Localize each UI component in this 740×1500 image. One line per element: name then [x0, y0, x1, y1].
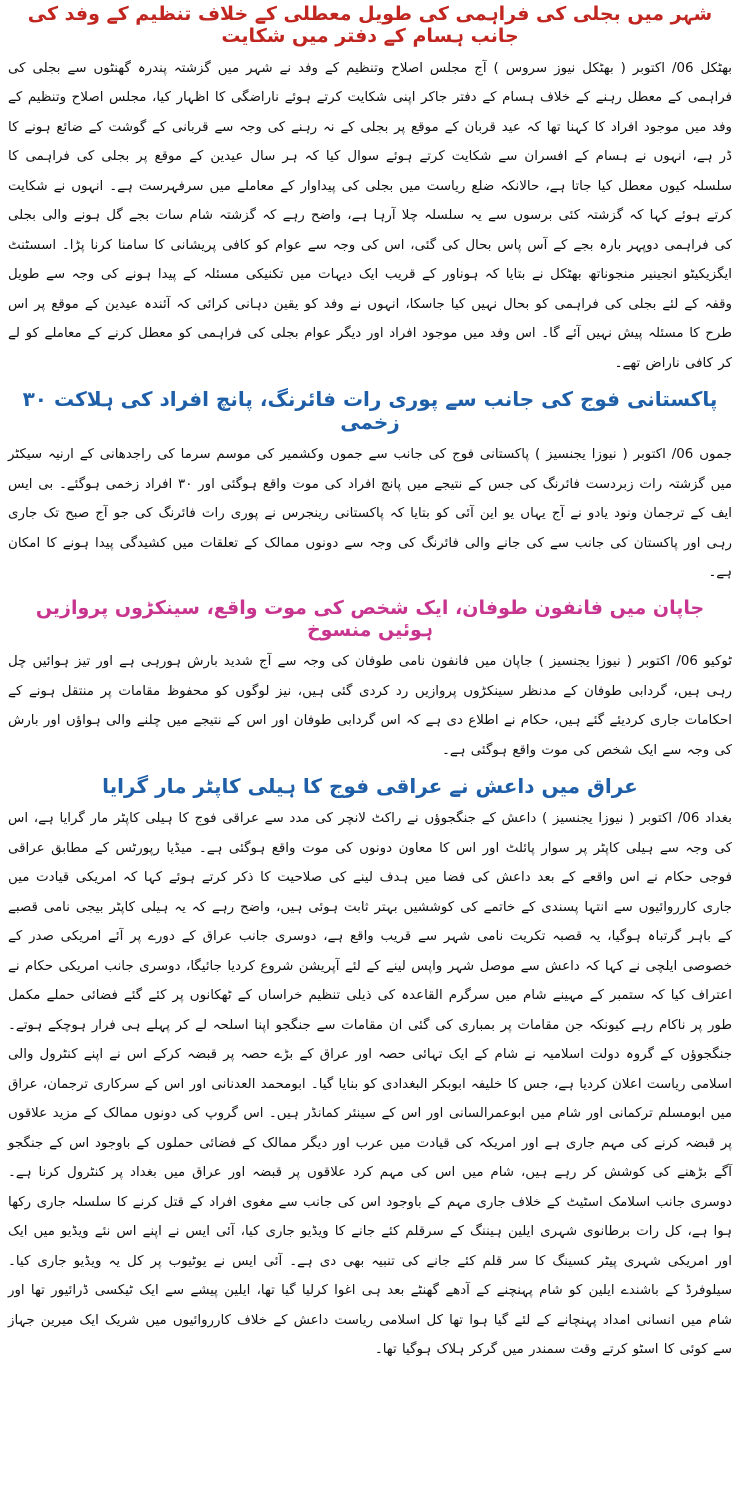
article-headline: شہر میں بجلی کی فراہمی کی طویل معطلی کے خلاف تنظیم کے وفد کی جانب ہسام کے دفتر میں شکایت [27, 3, 713, 47]
article-body: جموں 06/ اکتوبر ( نیوزا یجنسیز ) پاکستانی فوج کی جانب سے جموں وکشمیر کی موسم سرما کی راجدھانی کے ارنیہ سیکٹر میں گزشتہ رات زبردست فائرنگ کی جس کے نتیجے میں پانچ افراد کی موت واقع ہوگئی اور ۳۰ افراد زخمی ہوگئے۔ بی ایس ایف کے ترجمان ونود یادو نے آج یہاں یو این آئی کو بتایا کہ پاکستانی رینجرس نے پوری رات فائرنگ کی جو آج صبح تک جاری رہی اور پاکستان کی جانب سے کی جانے والی فائرنگ کی وجہ سے دونوں ممالک کے تعلقات میں کشیدگی پیدا ہونے کا امکان ہے۔ [8, 447, 732, 581]
article-headline: جاپان میں فانفون طوفان، ایک شخص کی موت واقع، سینکڑوں پروازیں ہوئیں منسوخ [35, 596, 705, 641]
article-pakistan-firing [8, 378, 732, 588]
article-body: بھٹکل 06/ اکتوبر ( بھٹکل نیوز سروس ) آج مجلس اصلاح وتنظیم کے وفد نے شہر میں گزشتہ پندرہ گھنٹوں سے بجلی کی فراہمی کے معطل رہنے کے خلاف ہسام کے دفتر جاکر اپنی شکایت کرتے ہوئے ناراضگی کا اظہار کیا، مجلس اصلاح وتنظیم کے وفد میں موجود افراد کا کہنا تھا کہ عید قربان کے موقع پر بجلی کے نہ رہنے کی وجہ سے قربانی کے گوشت کے ضائع ہونے کا ڈر ہے، انہوں نے ہسام کے افسران سے شکایت کرتے ہوئے سوال کیا کہ ہر سال عیدین کے موقع پر بجلی کی فراہمی کا سلسلہ کیوں معطل کیا جاتا ہے، حالانکہ ضلع ریاست میں بجلی کی پیداوار کے معاملے میں سرفہرست ہے۔ انہوں نے شکایت کرتے ہوئے کہا کہ گزشتہ کئی برسوں سے یہ سلسلہ چلا آرہا ہے، واضح رہے کہ گزشتہ شام سات بجے گل ہونے والی بجلی کی فراہمی دوپہر بارہ بجے کے آس پاس بحال کی گئی، اس کی وجہ سے عوام کو کافی پریشانی کا سامنا کرنا پڑا۔ اسسٹنٹ ایگزیکیٹو انجینیر منجوناتھ بھٹکل نے بتایا کہ ہوناور کے قریب ایک دیہات میں تکنیکی مسئلہ کے پیدا ہونے کی وجہ سے طویل وقفہ کے لئے بجلی کی فراہمی کو بحال نہیں کیا جاسکا، انہوں نے وفد کو یقین دہانی کرائی کہ آئندہ عیدین کے موقع پر اس طرح کا مسئلہ پیش نہیں آئے گا۔ اس وفد میں موجود افراد اور دیگر عوام بجلی کی فراہمی کو معطل کرنے کے معاملے کو لے کر کافی ناراض تھے۔ [8, 60, 733, 371]
article-electricity-outage [8, 2, 732, 378]
article-iraq-helicopter [8, 765, 732, 1365]
article-japan-typhoon [8, 588, 732, 766]
article-headline: عراق میں داعش نے عراقی فوج کا ہیلی کاپٹر مار گرایا [102, 774, 638, 799]
article-body: بغداد 06/ اکتوبر ( نیوزا یجنسیز ) داعش کے جنگجوؤں نے راکٹ لانچر کی مدد سے عراقی فوج کا ہیلی کاپٹر مار گرایا ہے، اس کی وجہ سے ہیلی کاپٹر پر سوار پائلٹ اور اس کا معاون دونوں کی موت واقع ہوگئی ہے۔ میڈیا رپورٹس کے مطابق عراقی فوجی حکام نے اس واقعے کے بعد داعش کی فضا میں ہدف لینے کی صلاحیت کا ذکر کرتے ہوئے کہا کہ امریکی قیادت میں جاری کارروائیوں سے انتہا پسندی کے خاتمے کی کوششیں بہتر ثابت ہوئی ہیں، واضح رہے کہ یہ ہیلی کاپٹر بیجی نامی قصبے کے باہر گرتباہ ہوگیا، یہ قصبہ تکریت نامی شہر سے قریب واقع ہے، دوسری جانب عراق کے دورے پر آئے امریکی صدر کے خصوصی ایلچی نے کہا کہ داعش سے موصل شہر واپس لینے کے لئے آپریشن شروع کردیا جائیگا، دوسری جانب امریکی حکام نے اعتراف کیا کہ ستمبر کے مہینے شام میں سرگرم القاعدہ کی ذیلی تنظیم خراساں کے ٹھکانوں پر کئے گئے فضائی حملے مکمل طور پر ناکام رہے کیونکہ جن مقامات پر بمباری کی گئی ان مقامات سے جنگجو اپنا اسلحہ لے کر پہلے ہی فرار ہوچکے ہوتے۔ جنگجوؤں کے گروہ دولت اسلامیہ نے شام کے ایک تہائی حصہ اور عراق کے بڑے حصہ پر قبضہ کرکے اس نے اپنے کنٹرول والی اسلامی ریاست اعلان کردیا ہے، جس کا خلیفہ ابوبکر البغدادی کو بنایا گیا۔ ابومحمد العدنانی اور اس کے سرکاری ترجمان، عراق میں ابومسلم ترکمانی اور شام میں ابوعمرالسانی اور اس کے سینئر کمانڈر ہیں۔ اس گروپ کی دونوں ممالک کے مزید علاقوں پر قبضہ کرنے کی مہم جاری ہے اور امریکہ کی قیادت میں عرب اور دیگر ممالک کے فضائی حملوں کے باوجود اس کے جنگجو آگے بڑھنے کی کوشش کر رہے ہیں، شام میں اس کی مہم کرد علاقوں پر قبضہ اور عراق میں بغداد پر کنٹرول کرنا ہے۔ دوسری جانب اسلامک اسٹیٹ کے خلاف جاری مہم کے باوجود اس کی جانب سے مغوی افراد کے قتل کرنے کا سلسلہ جاری رکھا ہوا ہے، کل رات برطانوی شہری ایلین ہیننگ کے سرقلم کئے جانے کا ویڈیو جاری کیا، آئی ایس نے اپنے اس نئے ویڈیو میں ایک اور امریکی شہری پیٹر کسینگ کا سر قلم کئے جانے کی تنبیہ بھی دی ہے۔ آئی ایس نے یوٹیوب پر کل یہ ویڈیو جاری کیا۔ سیلوفرڈ کے باشندے ایلین کو شام پہنچنے کے آدھے گھنٹے بعد ہی اغوا کرلیا گیا تھا، ایلین پیشے سے ایک ٹیکسی ڈرائیور تھا اور شام میں انسانی امداد پہنچانے کے لئے گیا ہوا تھا کل اسلامی ریاست داعش کے خلاف کارروائیوں میں شریک ایک میرین جہاز سے کوئی کا اسٹو کرتے وقت سمندر میں گرکر ہلاک ہوگیا تھا۔ [8, 811, 732, 1358]
article-headline: پاکستانی فوج کی جانب سے پوری رات فائرنگ، پانچ افراد کی ہلاکت ۳۰ زخمی [22, 387, 718, 435]
article-body: ٹوکیو 06/ اکتوبر ( نیوزا یجنسیز ) جاپان میں فانفون نامی طوفان کی وجہ سے آج شدید بارش ہورہی ہے اور تیز ہوائیں چل رہی ہیں، گردابی طوفان کے مدنظر سینکڑوں پروازیں رد کردی گئی ہیں، نیز لوگوں کو محفوظ مقامات پر منتقل ہونے کے احکامات جاری کردیئے گئے ہیں، حکام نے اطلاع دی ہے کہ اس گردابی طوفان اور اس کے نتیجے میں چلنے والی ہواؤں اور بارش کی وجہ سے ایک شخص کی موت واقع ہوگئی ہے۔ [8, 654, 732, 758]
